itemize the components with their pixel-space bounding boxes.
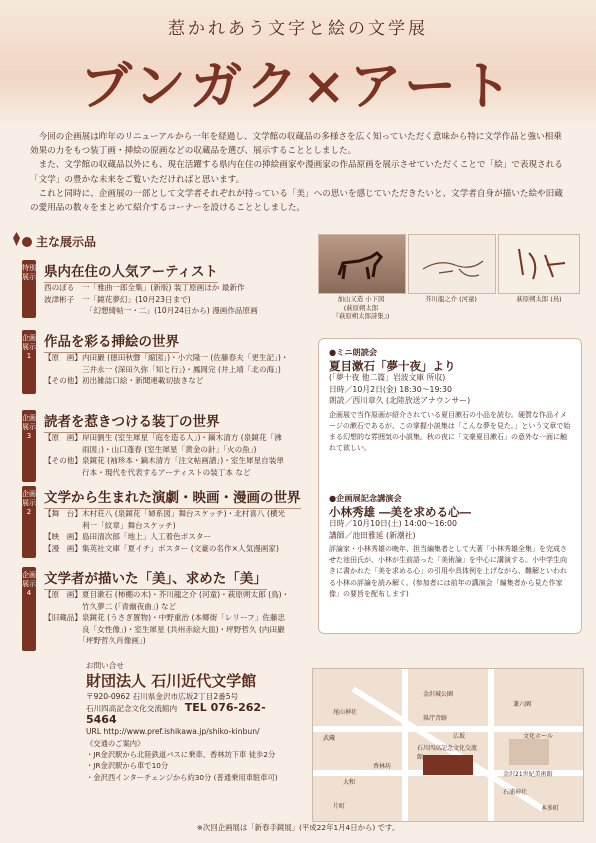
intro-text <box>30 130 570 215</box>
section-body <box>44 589 316 647</box>
map-label: 大和 <box>343 779 356 786</box>
contact-heading: お問い合せ <box>86 661 124 670</box>
section-body <box>44 432 316 478</box>
next-exhibition-note: ※次回企画展は「新春手鏡展」(平成22年1月4日から) です。 <box>196 823 400 832</box>
section-title: 文学者が描いた「美」、求めた「美」 <box>44 567 267 590</box>
access-line: ・JR金沢駅から車で10分 <box>86 761 169 771</box>
event-line: 日時／10月10日(土) 14:00～16:00 <box>329 519 457 528</box>
section-tag: 企画展示2 <box>22 486 36 558</box>
event-line: 講師／池田雅延 (新潮社) <box>329 530 416 540</box>
map-label: 武蔵 <box>323 735 336 742</box>
events-box <box>318 338 582 634</box>
featured-artworks <box>318 234 580 326</box>
access-info <box>86 738 326 783</box>
event-line: (「夢十夜 他二篇」岩波文庫 所収) <box>329 373 446 382</box>
artwork-caption <box>498 295 580 304</box>
section-title: 読者を惹きつける装丁の世界 <box>44 410 220 433</box>
event-line: 朗読／西川章久 (北陸放送アナウンサー) <box>329 396 471 405</box>
access-line: ・JR金沢駅から北陸鉄道バスに乗車、香林坊下車 徒歩2分 <box>86 750 276 760</box>
event-label: ●ミニ朗読会 <box>329 347 378 357</box>
caption-line: 加山又造 小下図 <box>337 295 385 303</box>
map-label: 文化ホール <box>523 733 553 740</box>
section-line: 【その他】泉鏡花 (袖珍本・鏑木清方「注文帖画譜」)・室生犀星自装単 <box>44 456 284 465</box>
organization-name: 財団法人 石川近代文学館 <box>86 672 257 690</box>
artwork-caption <box>316 295 406 321</box>
section-line: 【その他】初出雑誌口絵・新聞連載切抜きなど <box>44 376 204 385</box>
section-body <box>44 352 316 387</box>
section-line: 【舞 台】木村荘八 (泉鏡花「婦系図」舞台スケッチ)・北村喜八 (横光 <box>44 509 286 518</box>
section-body <box>44 282 316 317</box>
section-binding <box>22 410 312 482</box>
brush-icon <box>12 232 21 246</box>
map-label: 石浦神社 <box>503 789 528 796</box>
contact-tel: TEL 076-262-5464 <box>86 701 266 726</box>
section-line: 良「女性像」)・室生犀星 (共州赤絵大皿)・坪野哲久 (内田巖 <box>44 624 285 634</box>
intro-paragraph: 今回の企画展は昨年のリニューアルから一年を経過し、文学館の収蔵品の多様さを広く知っていただく意味から特に文学作品と強い相乗効果の力をもつ装丁画・挿絵の原画などの収蔵品を選び、展示することとしました。 <box>30 132 562 157</box>
contact-url[interactable]: URL http://www.pref.ishikawa.jp/shiko-kinbun/ <box>86 727 260 736</box>
map-label: 尾山神社 <box>333 709 358 716</box>
section-special <box>22 260 312 318</box>
section-stage-film-manga <box>22 486 312 558</box>
section-line: 「幻想綺帖一・二」(10月24日から) 漫画作品原画 <box>44 306 258 315</box>
exhibits-heading <box>22 233 96 250</box>
caption-line: 『萩原朔太郎詩集』) <box>332 312 390 320</box>
bullet-icon <box>22 237 32 247</box>
event-reading <box>329 347 573 454</box>
section-title: 作品を彩る挿絵の世界 <box>44 330 179 353</box>
intro-paragraph: これと同時に、企画展の一部として文学者それぞれが持っている「美」への思いを感じていただきたいと、文学者自身が描いた絵や旧蔵の愛用品の数々をまとめて紹介するコーナーを設けることとしました。 <box>30 188 563 214</box>
map-label: 金沢城公園 <box>423 691 454 698</box>
section-line: 【原 画】内田巖 (徳田秋聲「縮図」)・小穴隆一 (佐藤春夫「更生記」)・ <box>44 353 289 362</box>
section-body <box>44 508 316 554</box>
access-heading: 《交通のご案内》 <box>86 739 145 748</box>
event-description: 企画展で当作原画が紹介されている夏目漱石の小品を読む。硬質な作品イメージの漱石であるが、この掌握小説集は「こんな夢を見た。」という文章で始まる幻想的な雰囲気の小説集。秋の夜に「文豪夏目漱石」の意外な一面に触れて欲しい。 <box>329 410 571 453</box>
section-line: 「坪野哲久肖像画」) <box>44 636 146 645</box>
event-title: 小林秀雄 ―美を求める心― <box>329 504 472 519</box>
exhibition-title: ブンガク×アート <box>80 56 516 117</box>
section-line: 【漫 画】集英社文庫「夏イチ」ポスター (文豪の名作×人気漫画家) <box>44 543 279 553</box>
event-title: 夏目漱石「夢十夜」より <box>329 358 456 373</box>
section-title: 文学から生まれた演劇・映画・漫画の世界 <box>44 486 301 509</box>
exhibits-heading-label: 主な展示品 <box>36 235 97 249</box>
map-label: 広坂 <box>453 733 466 740</box>
caption-line: 萩原朔太郎 (鳥) <box>516 295 562 303</box>
section-line: 【原 画】岸田劉生 (室生犀星「庭を造る人」)・鏑木清方 (泉鏡花「沸 <box>44 433 282 442</box>
caption-line: 芥川龍之介 (河童) <box>425 295 477 303</box>
contact-address: 〒920-0962 石川県金沢市広坂2丁目2番5号 <box>86 692 239 701</box>
section-title: 県内在住の人気アーティスト <box>44 260 218 283</box>
artwork-kappa-image <box>408 234 496 294</box>
section-tag: 企画展示1 <box>22 330 36 394</box>
section-line: 西のぼる 一「雅曲一郎全集」(新版) 装丁原画ほか 最新作 <box>44 283 245 292</box>
map-label: 片町 <box>333 803 346 810</box>
event-lecture <box>329 493 573 600</box>
event-description: 評論家・小林秀雄の晩年、担当編集者として大著「小林秀雄全集」を完成させた池田氏が、小林が生前語った「美術論」を中心に講演する。小中学生向きに書かれた「美を求める心」の引用や具体例を上げながら、難解といわれる小林の評論を読み解く。(参加者には前年の講演会「編集者から見た作家像」の要旨を配布します) <box>329 545 567 598</box>
section-line: 利一「紋章」舞台スケッチ) <box>44 520 176 530</box>
map-label: 香林坊 <box>373 763 392 770</box>
event-label: ●企画展記念講演会 <box>329 493 402 503</box>
section-beauty <box>22 567 312 651</box>
event-line: 日時／10月2日(金) 18:30～19:30 <box>329 384 452 394</box>
artwork-horse-image <box>318 234 406 294</box>
section-line: 行本・現代を代表するアーティストの装丁本 など <box>44 467 251 477</box>
section-line: 三井永一 (深田久弥「知と行」)・鳳岡完 (井上靖「北の海」) <box>44 364 281 374</box>
caption-line: (萩原朔太郎 <box>343 303 379 312</box>
access-line: ・金沢西インターチェンジから約30分 (普通乗用車駐車可) <box>86 772 278 782</box>
access-map <box>312 668 584 822</box>
exhibition-subtitle: 惹かれあう文字と絵の文学展 <box>168 19 428 39</box>
contact-block <box>86 660 296 737</box>
artwork-bird-image <box>498 234 580 294</box>
contact-place: 石川四高記念文化交流館内 <box>86 704 178 713</box>
map-label: 石川四高記念文化交流館 <box>417 745 478 761</box>
map-label: 本多町 <box>541 805 560 812</box>
section-line: 【原 画】夏目漱石 (柿棚の木)・芥川龍之介 (河童)・萩原朔太郎 (鳥)・ <box>44 590 290 599</box>
section-line: 【映 画】島田清次郎「地上」人工着色ポスター <box>44 532 212 541</box>
kappa-sketch-icon <box>409 235 495 293</box>
section-line: 波津彬子 一「鏡花夢幻」(10月23日まで) <box>44 294 191 304</box>
horse-icon <box>319 235 405 293</box>
section-tag: 特別展示 <box>22 260 36 318</box>
section-line: 【旧蔵品】泉鏡花 (うさぎ置物)・中野重治 (本郷街「レリーフ」佐藤忠 <box>44 613 286 622</box>
map-label: 県庁舎跡 <box>423 715 448 722</box>
section-tag: 企画展示4 <box>22 567 36 651</box>
contact-place-tel <box>86 702 296 726</box>
section-line: 竹久夢二 (「青幽夜曲」) など <box>44 601 177 611</box>
intro-paragraph: また、文学館の収蔵品以外にも、現在活躍する県内在住の挿絵画家や漫画家の作品原画を展示させていただくことで「絵」で表現される「文学」の豊かな未来をご覧いただければと思います。 <box>30 160 563 185</box>
section-illustrations <box>22 330 312 394</box>
artwork-caption <box>406 295 496 304</box>
section-line: 雨図」)・山口蓬春 (室生犀星「黄金の針」「火の魚」) <box>44 444 257 454</box>
section-tag: 企画展示3 <box>22 410 36 482</box>
map-label: 金沢21世紀美術館 <box>503 771 553 778</box>
bird-sketch-icon <box>499 235 579 293</box>
map-label: 兼六園 <box>513 701 532 708</box>
